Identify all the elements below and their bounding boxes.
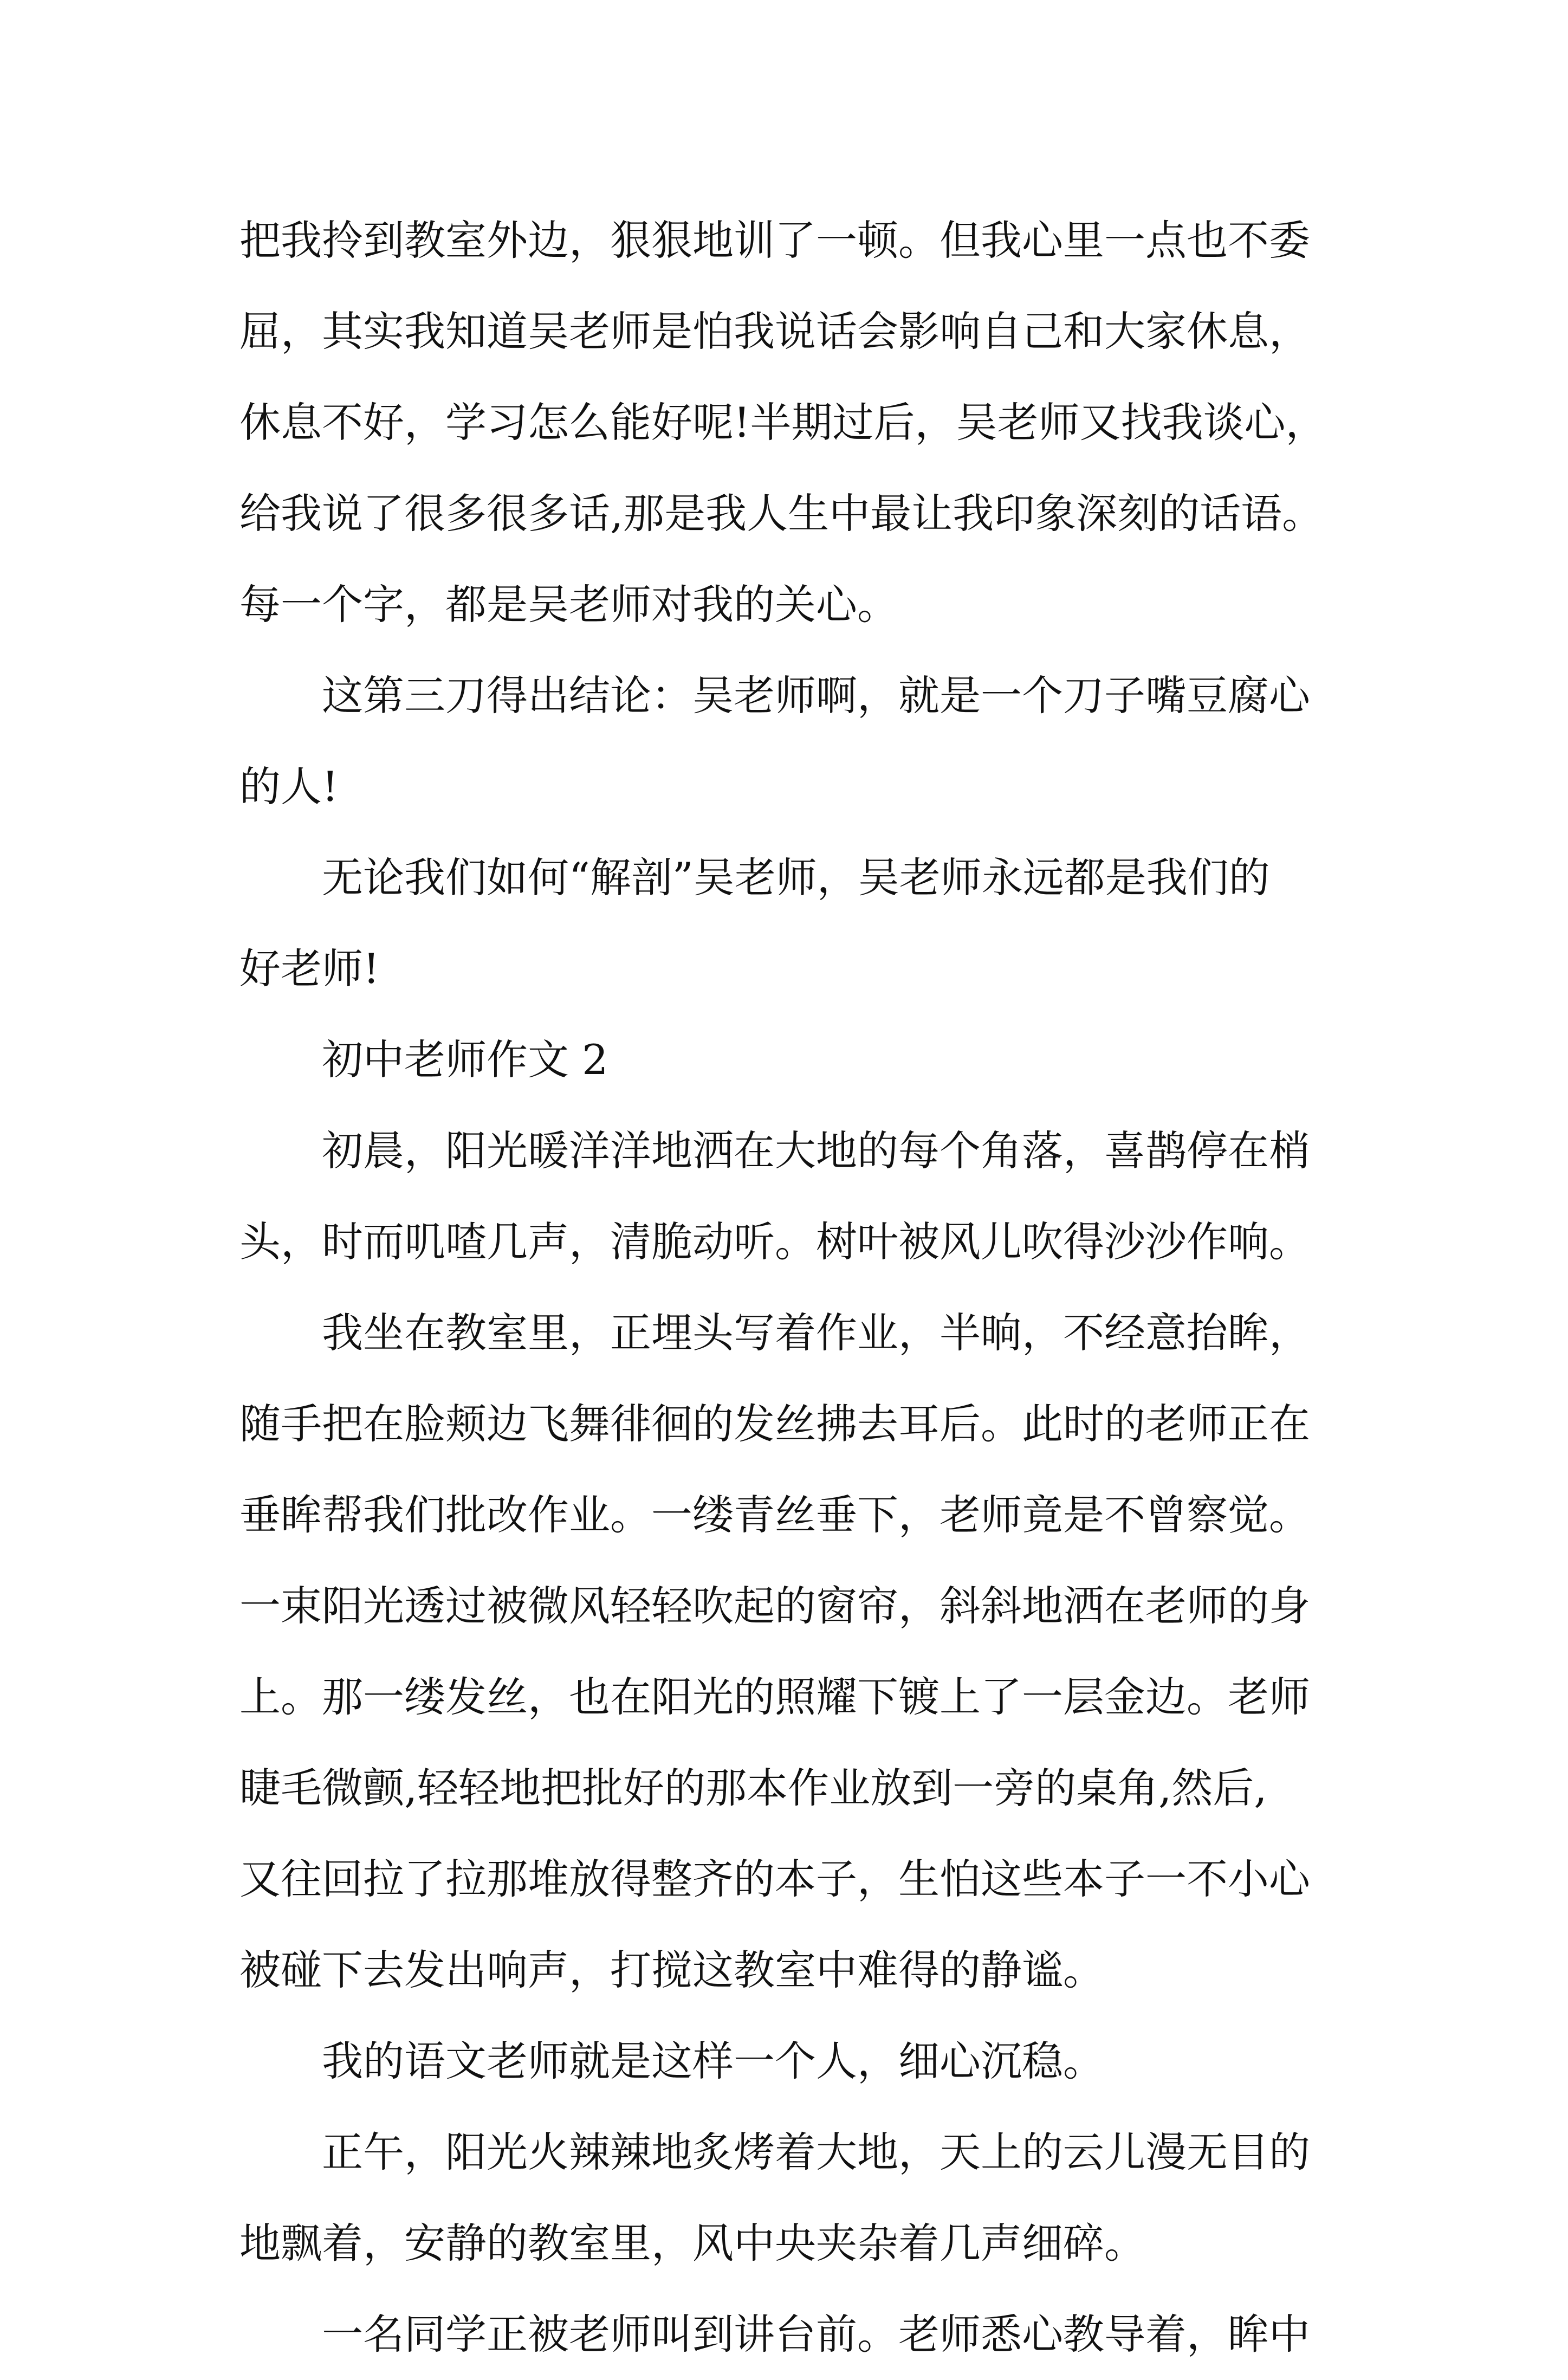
text-line: 睫毛微颤,轻轻地把批好的那本作业放到一旁的桌角,然后, — [239, 1764, 1267, 1812]
text-line: 初中老师作文 2 — [322, 1036, 608, 1084]
text-line: 一束阳光透过被微风轻轻吹起的窗帘，斜斜地洒在老师的身 — [239, 1582, 1310, 1630]
text-line: 头，时而叽喳几声，清脆动听。树叶被风儿吹得沙沙作响。 — [239, 1218, 1310, 1266]
text-line: 无论我们如何“解剖”吴老师，吴老师永远都是我们的 — [322, 853, 1270, 902]
text-line: 正午，阳光火辣辣地炙烤着大地，天上的云儿漫无目的 — [322, 2128, 1310, 2176]
text-line: 被碰下去发出响声，打搅这教室中难得的静谧。 — [239, 1946, 1104, 1994]
text-line: 一名同学正被老师叫到讲台前。老师悉心教导着，眸中 — [322, 2310, 1310, 2358]
text-line: 这第三刀得出结论：吴老师啊，就是一个刀子嘴豆腐心 — [322, 671, 1310, 720]
text-line: 又往回拉了拉那堆放得整齐的本子，生怕这些本子一不小心 — [239, 1855, 1310, 1903]
text-line: 我坐在教室里，正埋头写着作业，半晌，不经意抬眸， — [322, 1309, 1310, 1357]
text-line: 上。那一缕发丝，也在阳光的照耀下镀上了一层金边。老师 — [239, 1673, 1310, 1721]
text-line: 给我说了很多很多话,那是我人生中最让我印象深刻的话语。 — [239, 489, 1324, 538]
text-line: 屈，其实我知道吴老师是怕我说话会影响自己和大家休息， — [239, 307, 1310, 355]
text-line: 随手把在脸颊边飞舞徘徊的发丝拂去耳后。此时的老师正在 — [239, 1400, 1310, 1448]
text-line: 休息不好，学习怎么能好呢!半期过后，吴老师又找我谈心， — [239, 398, 1327, 447]
text-line: 的人! — [239, 762, 339, 811]
text-line: 地飘着，安静的教室里，风中央夹杂着几声细碎。 — [239, 2219, 1145, 2267]
text-line: 垂眸帮我们批改作业。一缕青丝垂下，老师竟是不曾察觉。 — [239, 1491, 1310, 1539]
essay-text-body — [239, 195, 1329, 2380]
text-line: 把我拎到教室外边，狠狠地训了一顿。但我心里一点也不委 — [239, 216, 1310, 264]
text-line: 我的语文老师就是这样一个人，细心沉稳。 — [322, 2037, 1104, 2085]
text-line: 初晨，阳光暖洋洋地洒在大地的每个角落，喜鹊停在梢 — [322, 1127, 1310, 1175]
text-line: 好老师! — [239, 945, 380, 993]
text-line: 每一个字，都是吴老师对我的关心。 — [239, 580, 898, 629]
